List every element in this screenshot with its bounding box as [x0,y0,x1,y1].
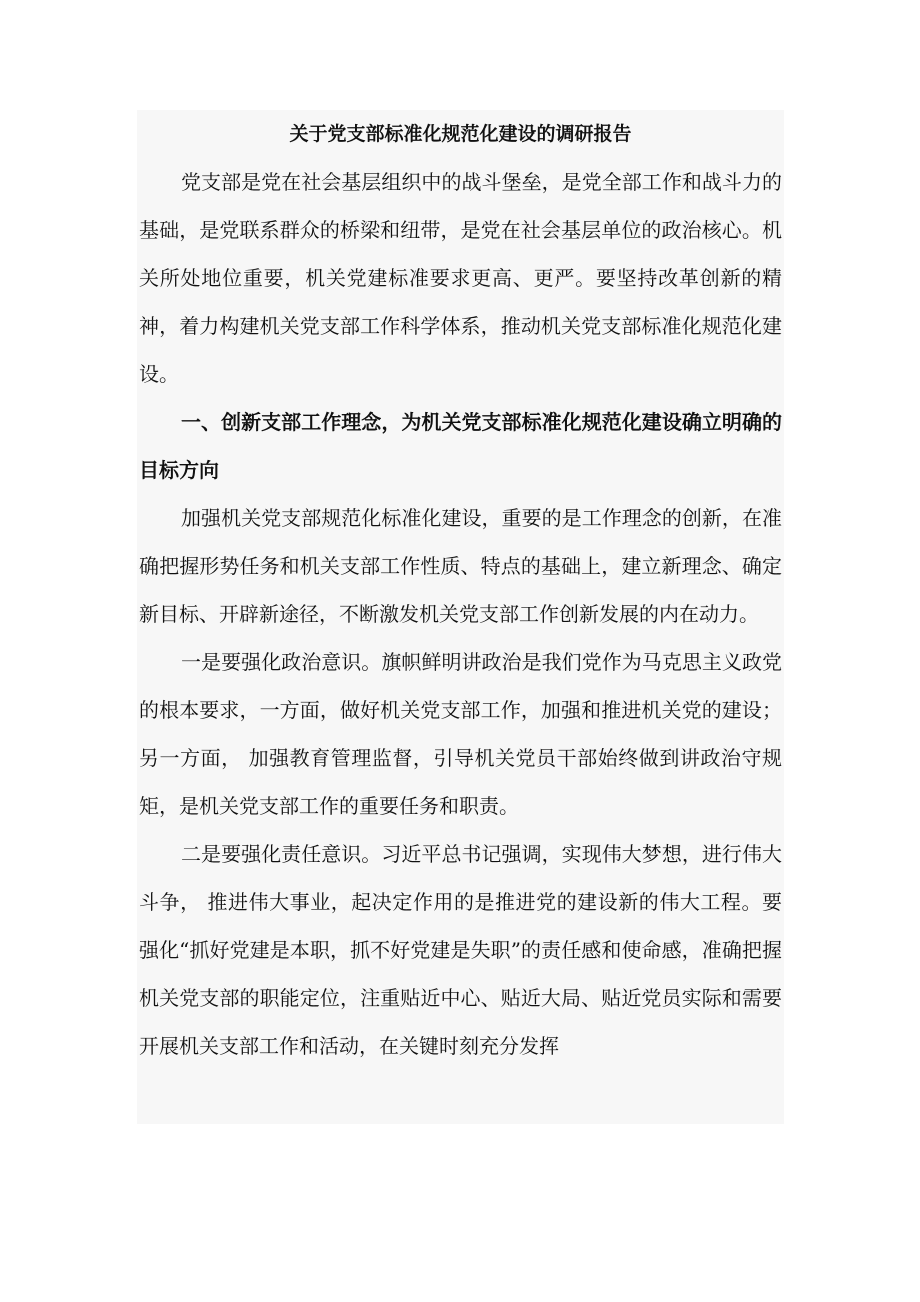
document-page [137,110,784,1124]
paragraph-intro: 党支部是党在社会基层组织中的战斗堡垒，是党全部工作和战斗力的基础，是党联系群众的桥梁和纽带，是党在社会基层单位的政治核心。机关所处地位重要，机关党建标准要求更高、更严。要坚持改革创新的精神，着力构建机关党支部工作科学体系，推动机关党支部标准化规范化建设。 [139,170,782,386]
paragraph-political-awareness: 一是要强化政治意识。旗帜鲜明讲政治是我们党作为马克思主义政党的根本要求，一方面，做好机关党支部工作，加强和推进机关党的建设；另一方面， 加强教育管理监督，引导机关党员干部始终做到讲政治守规矩，是机关党支部工作的重要任务和职责。 [139,650,782,818]
paragraph-concept: 加强机关党支部规范化标准化建设，重要的是工作理念的创新，在准确把握形势任务和机关支部工作性质、特点的基础上，建立新理念、确定新目标、开辟新途径，不断激发机关党支部工作创新发展的内在动力。 [139,506,782,626]
paragraph-responsibility-awareness: 二是要强化责任意识。习近平总书记强调，实现伟大梦想，进行伟大斗争， 推进伟大事业，起决定作用的是推进党的建设新的伟大工程。要强化“抓好党建是本职，抓不好党建是失职”的责任感和使命感，准确把握机关党支部的职能定位，注重贴近中心、贴近大局、贴近党员实际和需要开展机关支部工作和活动，在关键时刻充分发挥 [139,842,782,1058]
document-title: 关于党支部标准化规范化建设的调研报告 [289,123,632,145]
section-heading-1: 一、创新支部工作理念，为机关党支部标准化规范化建设确立明确的目标方向 [139,410,782,482]
